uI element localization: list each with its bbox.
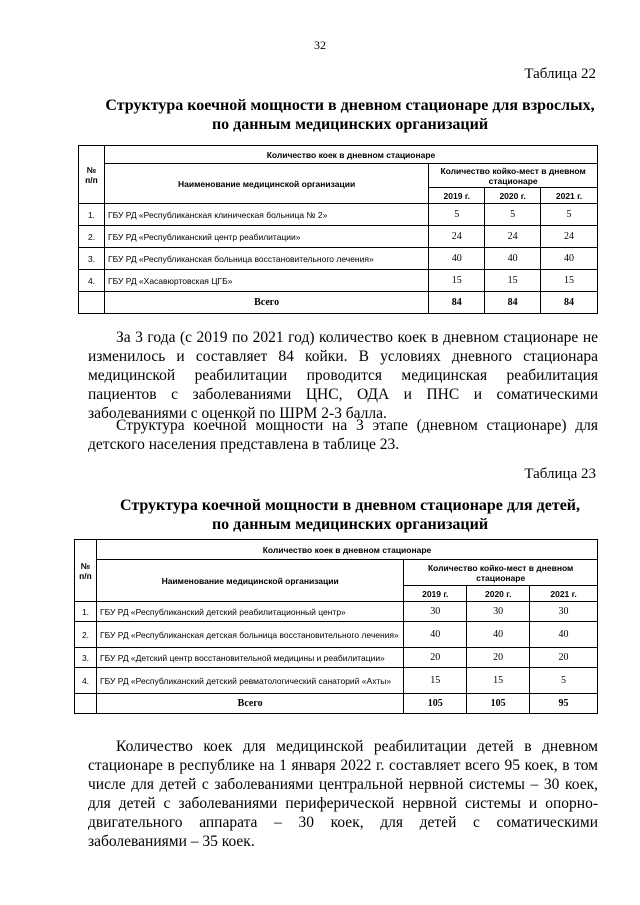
value-cell: 5 [429,204,485,226]
org-name: ГБУ РД «Республиканский детский реабилитационный центр» [96,602,403,622]
value-cell: 24 [541,226,598,248]
table22-hdr-sub: Количество койко-мест в дневном стационаре [429,164,598,188]
table22 [78,145,598,314]
table-row [75,668,598,694]
total-label: Всего [96,694,403,714]
total-row [79,292,598,314]
value-cell: 5 [541,204,598,226]
value-cell: 24 [485,226,541,248]
table22-title-line1: Структура коечной мощности в дневном стационаре для взрослых, [105,97,595,114]
value-cell: 40 [467,622,530,648]
total-value: 105 [404,694,467,714]
row-num: 4. [79,270,105,292]
table23-hdr-num: № п/п [75,540,97,602]
org-name: ГБУ РД «Детский центр восстановительной медицины и реабилитации» [96,648,403,668]
table23-hdr-sub: Количество койко-мест в дневном стационаре [404,560,598,586]
org-name: ГБУ РД «Хасавюртовская ЦГБ» [104,270,428,292]
row-num: 2. [75,622,97,648]
table-row [79,204,598,226]
table23-hdr-name: Наименование медицинской организации [96,560,403,602]
row-num: 1. [75,602,97,622]
value-cell: 5 [530,668,598,694]
org-name: ГБУ РД «Республиканский детский ревматологический санаторий «Ахты» [96,668,403,694]
table-row [79,226,598,248]
value-cell: 40 [429,248,485,270]
table22-title [70,96,630,134]
paragraph-1: За 3 года (с 2019 по 2021 год) количество коек в дневном стационаре не изменилось и составляет 84 койки. В условиях дневного стационара медицинской реабилитации проводится медицинская реабилитация пациентов с заболеваниями ЦНС, ОДА и ПНС и соматическими заболеваниями с оценкой по ШРМ 2-3 балла. [88,329,598,422]
paragraph-2: Структура коечной мощности на 3 этапе (дневном стационаре) для детского населения представлена в таблице 23. [88,417,598,453]
value-cell: 15 [467,668,530,694]
table23-title [70,496,630,534]
table-row [79,248,598,270]
table22-label: Таблица 22 [524,66,596,82]
table22-year: 2020 г. [485,188,541,204]
row-num: 3. [79,248,105,270]
row-num: 3. [75,648,97,668]
table23 [74,539,598,714]
row-num: 2. [79,226,105,248]
table22-hdr-name: Наименование медицинской организации [104,164,428,204]
table-row [79,270,598,292]
table23-title-line2: по данным медицинских организаций [211,516,489,533]
table22-year: 2021 г. [541,188,598,204]
value-cell: 30 [404,602,467,622]
table23-title-line1: Структура коечной мощности в дневном стационаре для детей, [119,497,581,514]
page-number: 32 [314,38,326,52]
table23-hdr-group: Количество коек в дневном стационаре [96,540,597,560]
table23-year: 2021 г. [530,586,598,602]
value-cell: 15 [485,270,541,292]
org-name: ГБУ РД «Республиканский центр реабилитации» [104,226,428,248]
value-cell: 40 [404,622,467,648]
value-cell: 5 [485,204,541,226]
value-cell: 15 [404,668,467,694]
value-cell: 40 [485,248,541,270]
value-cell: 30 [530,602,598,622]
table22-hdr-num: № п/п [79,146,105,204]
row-num: 1. [79,204,105,226]
value-cell: 40 [530,622,598,648]
table22-hdr-group: Количество коек в дневном стационаре [104,146,597,164]
table23-year: 2020 г. [467,586,530,602]
total-value: 105 [467,694,530,714]
value-cell: 20 [530,648,598,668]
value-cell: 15 [429,270,485,292]
total-label: Всего [104,292,428,314]
org-name: ГБУ РД «Республиканская детская больница восстановительного лечения» [96,622,403,648]
table23-label: Таблица 23 [524,466,596,482]
total-value: 84 [485,292,541,314]
total-value: 84 [429,292,485,314]
org-name: ГБУ РД «Республиканская больница восстановительного лечения» [104,248,428,270]
paragraph-3: Количество коек для медицинской реабилитации детей в дневном стационаре в республике на 1 января 2022 г. составляет всего 95 коек, в том числе для детей с заболеваниями центральной нервной системы – 30 коек, для детей с заболеваниями периферической нервной системы и опорно-двигательного аппарата – 30 коек, для детей с соматическими заболеваниями – 35 коек. [88,738,598,850]
value-cell: 15 [541,270,598,292]
total-value: 84 [541,292,598,314]
value-cell: 30 [467,602,530,622]
table22-year: 2019 г. [429,188,485,204]
value-cell: 24 [429,226,485,248]
table23-year: 2019 г. [404,586,467,602]
table-row [75,602,598,622]
table-row [75,622,598,648]
value-cell: 20 [467,648,530,668]
table-row [75,648,598,668]
table22-title-line2: по данным медицинских организаций [211,116,489,133]
value-cell: 20 [404,648,467,668]
org-name: ГБУ РД «Республиканская клиническая больница № 2» [104,204,428,226]
total-row [75,694,598,714]
value-cell: 40 [541,248,598,270]
row-num: 4. [75,668,97,694]
total-value: 95 [530,694,598,714]
